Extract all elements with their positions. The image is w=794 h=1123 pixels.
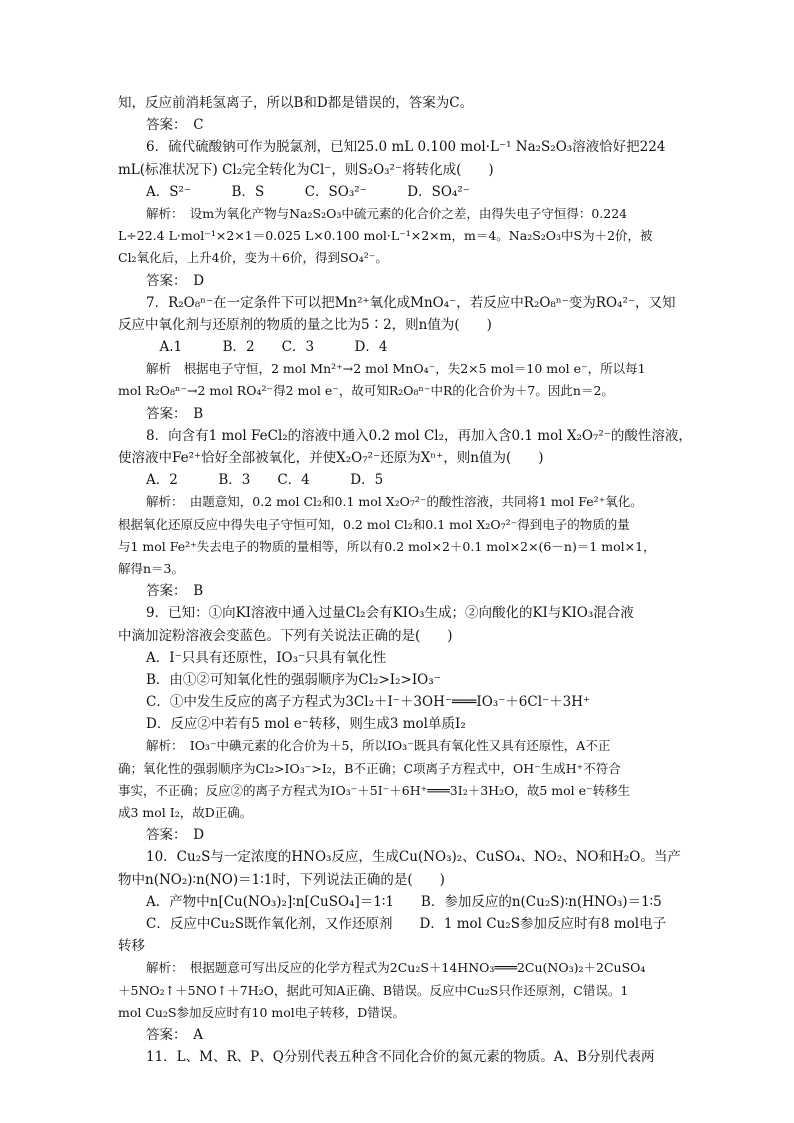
text-line: 6．硫代硫酸钠可作为脱氯剂，已知25.0 mL 0.100 mol·L⁻¹ Na₂S₂O₃溶液恰好把224: [146, 139, 666, 156]
text-line: 10．Cu₂S与一定浓度的HNO₃反应，生成Cu(NO₃)₂、CuSO₄、NO₂、NO和H₂O。当产: [146, 849, 681, 866]
text-line: 解析： 根据题意可写出反应的化学方程式为2Cu₂S＋14HNO₃═══2Cu(NO₃)₂＋2CuSO₄: [146, 960, 646, 976]
text-line: mol R₂O₈ⁿ⁻→2 mol RO₄²⁻得2 mol e⁻，故可知R₂O₈ⁿ⁻中R的化合价为＋7。因此n＝2。: [118, 383, 614, 399]
text-line: 8．向含有1 mol FeCl₂的溶液中通入0.2 mol Cl₂，再加入含0.1 mol X₂O₇²⁻的酸性溶液，: [146, 427, 692, 444]
text-line: 答案： D: [146, 272, 205, 289]
text-line: C．反应中Cu₂S既作氧化剂，又作还原剂 D．1 mol Cu₂S参加反应时有8 mol电子: [146, 915, 667, 932]
text-line: A．I⁻只具有还原性，IO₃⁻只具有氧化性: [146, 649, 387, 666]
text-line: 答案： B: [146, 583, 204, 600]
document-page: [118, 92, 692, 1068]
text-line: C．①中发生反应的离子方程式为3Cl₂＋I⁻＋3OH⁻═══IO₃⁻＋6Cl⁻＋3H⁺: [146, 694, 591, 711]
text-line: 根据氧化还原反应中得失电子守恒可知，0.2 mol Cl₂和0.1 mol X₂O₇²⁻得到电子的物质的量: [118, 516, 630, 532]
text-line: 解析 根据电子守恒，2 mol Mn²⁺→2 mol MnO₄⁻，失2×5 mol＝10 mol e⁻，所以每1: [146, 361, 646, 377]
text-line: L÷22.4 L·mol⁻¹×2×1＝0.025 L×0.100 mol·L⁻¹×2×m，m＝4。Na₂S₂O₃中S为＋2价，被: [118, 228, 653, 244]
text-line: 中滴加淀粉溶液会变蓝色。下列有关说法正确的是( ): [118, 627, 453, 644]
text-line: A．S²⁻ B．S C．SO₃²⁻ D．SO₄²⁻: [146, 183, 470, 200]
text-line: 答案： A: [146, 1026, 203, 1043]
text-line: 物中n(NO₂)∶n(NO)＝1∶1时，下列说法正确的是( ): [118, 871, 445, 888]
text-line: 答案： B: [146, 405, 204, 422]
text-line: D．反应②中若有5 mol e⁻转移，则生成3 mol单质I₂: [146, 716, 466, 733]
text-line: 确；氧化性的强弱顺序为Cl₂>IO₃⁻>I₂，B不正确；C项离子方程式中，OH⁻生成H⁺不符合: [118, 760, 621, 776]
text-line: 成3 mol I₂，故D正确。: [118, 805, 253, 820]
text-line: 知，反应前消耗氢离子，所以B和D都是错误的，答案为C。: [118, 95, 474, 111]
text-line: A．2 B．3 C．4 D．5: [146, 472, 384, 489]
text-line: Cl₂氧化后，上升4价，变为＋6价，得到SO₄²⁻。: [118, 250, 388, 266]
text-line: 使溶液中Fe²⁺恰好全部被氧化，并使X₂O₇²⁻还原为Xⁿ⁺，则n值为( ): [118, 450, 544, 466]
text-line: B．由①②可知氧化性的强弱顺序为Cl₂>I₂>IO₃⁻: [146, 671, 441, 688]
text-line: 解析： 设m为氧化产物与Na₂S₂O₃中硫元素的化合价之差，由得失电子守恒得：0.224: [146, 205, 628, 221]
text-line: mL(标准状况下) Cl₂完全转化为Cl⁻，则S₂O₃²⁻将转化成( ): [118, 161, 494, 178]
text-line: A.1 B．2 C．3 D．4: [146, 339, 388, 356]
text-line: 事实，不正确；反应②的离子方程式为IO₃⁻＋5I⁻＋6H⁺═══3I₂＋3H₂O，故5 mol e⁻转移生: [118, 782, 631, 798]
text-line: 与1 mol Fe²⁺失去电子的物质的量相等，所以有0.2 mol×2＋0.1 mol×2×(6－n)＝1 mol×1，: [118, 538, 656, 554]
text-line: 答案： C: [146, 117, 204, 134]
text-line: 解得n＝3。: [118, 560, 185, 576]
text-line: ＋5NO₂↑＋5NO↑＋7H₂O，据此可知A正确、B错误。反应中Cu₂S只作还原剂，C错误。1: [118, 982, 629, 998]
text-line: 7．R₂O₈ⁿ⁻在一定条件下可以把Mn²⁺氧化成MnO₄⁻，若反应中R₂O₈ⁿ⁻变为RO₄²⁻，又知: [146, 294, 676, 311]
text-line: 11．L、M、R、P、Q分别代表五种含不同化合价的氮元素的物质。A、B分别代表两: [146, 1049, 655, 1066]
text-line: 转移: [118, 938, 145, 955]
text-line: 答案： D: [146, 827, 205, 844]
text-line: 9．已知：①向KI溶液中通入过量Cl₂会有KIO₃生成；②向酸化的KI与KIO₃混合液: [146, 605, 634, 622]
text-line: mol Cu₂S参加反应时有10 mol电子转移，D错误。: [118, 1004, 405, 1020]
text-line: 解析： 由题意知，0.2 mol Cl₂和0.1 mol X₂O₇²⁻的酸性溶液，共同将1 mol Fe²⁺氧化。: [146, 494, 643, 510]
text-line: 反应中氧化剂与还原剂的物质的量之比为5∶2，则n值为( ): [118, 316, 492, 333]
text-line: A．产物中n[Cu(NO₃)₂]∶n[CuSO₄]＝1∶1 B．参加反应的n(Cu₂S)∶n(HNO₃)＝1∶5: [146, 893, 662, 910]
text-line: 解析： IO₃⁻中碘元素的化合价为＋5，所以IO₃⁻既具有氧化性又具有还原性，A不正: [146, 738, 611, 754]
